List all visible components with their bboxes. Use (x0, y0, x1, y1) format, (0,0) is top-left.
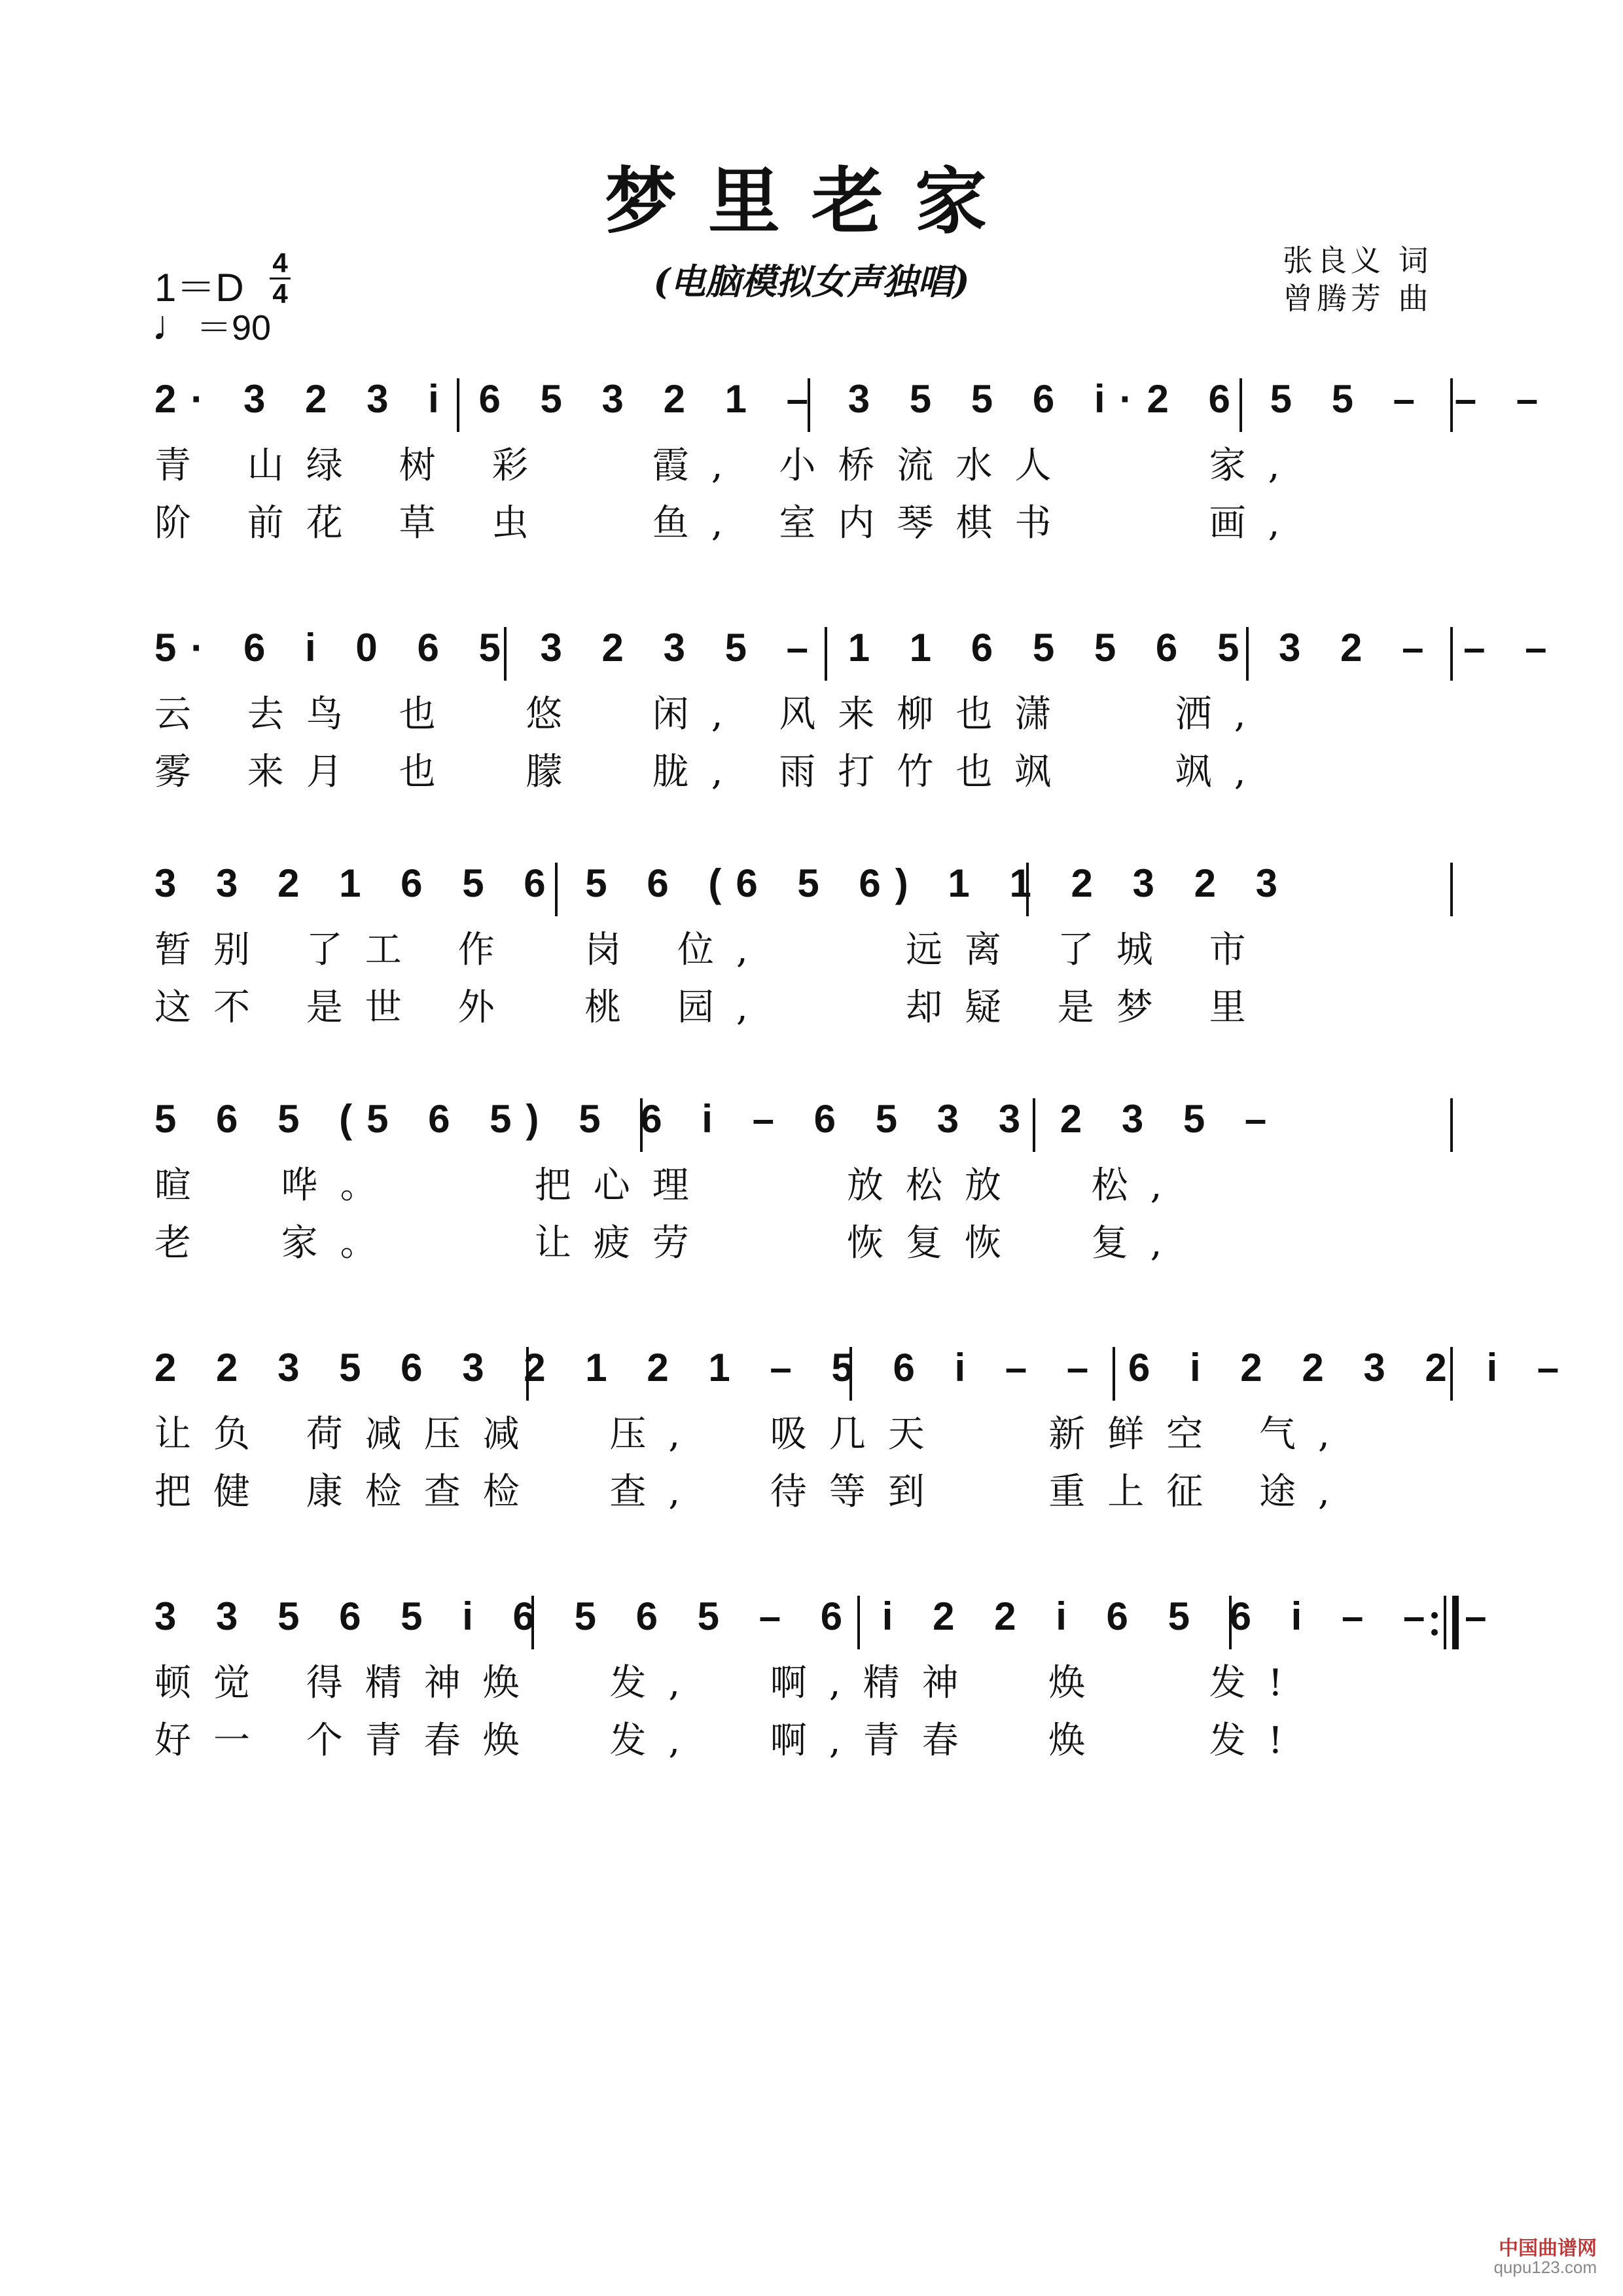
notes-line: 5 6 5 (5 6 5) 5 6 i – 6 5 3 3 2 3 5 – (154, 1097, 1281, 1141)
tempo-value: ＝90 (196, 308, 272, 348)
lyrics-verse-2: 好一 个青春焕 发, 啊,青春 焕 发! (154, 1719, 1306, 1762)
notes-line: 3 3 2 1 6 5 6 5 6 (6 5 6) 1 1 2 3 2 3 (154, 861, 1292, 905)
score-system-4 (0, 1086, 1623, 1283)
lyrics-verse-2: 老 家。 让疲劳 恢复恢 复, (154, 1222, 1185, 1265)
watermark-logo: 中国曲谱网 (1499, 2238, 1597, 2259)
score-system-2 (0, 615, 1623, 812)
score-system-6 (0, 1584, 1623, 1780)
score-system-1 (0, 367, 1623, 563)
lyrics-verse-1: 青 山绿 树 彩 霞, 小桥流水人 家, (154, 444, 1302, 487)
notes-line: 5· 6 i 0 6 5 3 2 3 5 – 1 1 6 5 5 6 5 3 2 – – – (154, 626, 1561, 670)
lyrics-verse-1: 顿觉 得精神焕 发, 啊,精神 焕 发! (154, 1662, 1306, 1704)
lyricist-credit: 张良义 词 (1283, 243, 1433, 278)
lyrics-verse-1: 云 去鸟 也 悠 闲, 风来柳也潇 洒, (154, 693, 1268, 736)
lyrics-verse-2: 这不 是世 外 桃 园, 却疑 是梦 里 (154, 986, 1268, 1029)
tempo-marking (152, 300, 271, 350)
lyrics-verse-1: 暄 哗。 把心理 放松放 松, (154, 1164, 1185, 1207)
quarter-note-icon: ♩ (152, 302, 194, 349)
lyrics-verse-2: 把健 康检查检 查, 待等到 重上征 途, (154, 1471, 1352, 1513)
notes-line: 3 3 5 6 5 i 6 5 6 5 – 6 i 2 2 i 6 5 6 i – – – (154, 1594, 1501, 1638)
notes-line: 2· 3 2 3 i 6 5 3 2 1 – 3 5 5 6 i·2 6 5 5 – – – (154, 377, 1553, 421)
song-title: 梦里老家 (605, 159, 1018, 243)
lyrics-verse-1: 暂别 了工 作 岗 位, 远离 了城 市 (154, 929, 1268, 971)
watermark-url: qupu123.com (1493, 2257, 1597, 2277)
lyrics-verse-2: 雾 来月 也 朦 胧, 雨打竹也飒 飒, (154, 751, 1268, 793)
time-signature-top: 4 (272, 247, 288, 278)
song-subtitle: (电脑模拟女声独唱) (653, 260, 970, 302)
composer-credit: 曾腾芳 曲 (1283, 281, 1433, 316)
lyrics-verse-1: 让负 荷减压减 压, 吸几天 新鲜空 气, (154, 1413, 1352, 1456)
score-system-3 (0, 851, 1623, 1047)
score-system-5 (0, 1335, 1623, 1532)
lyrics-verse-2: 阶 前花 草 虫 鱼, 室内琴棋书 画, (154, 502, 1302, 545)
notes-line: 2 2 3 5 6 3 2 1 2 1 – 5 6 i – – 6 i 2 2 3 2 i – (154, 1346, 1574, 1390)
time-signature-bottom: 4 (272, 278, 288, 309)
key-signature: 1＝D (154, 266, 244, 310)
watermark (1493, 2240, 1597, 2276)
